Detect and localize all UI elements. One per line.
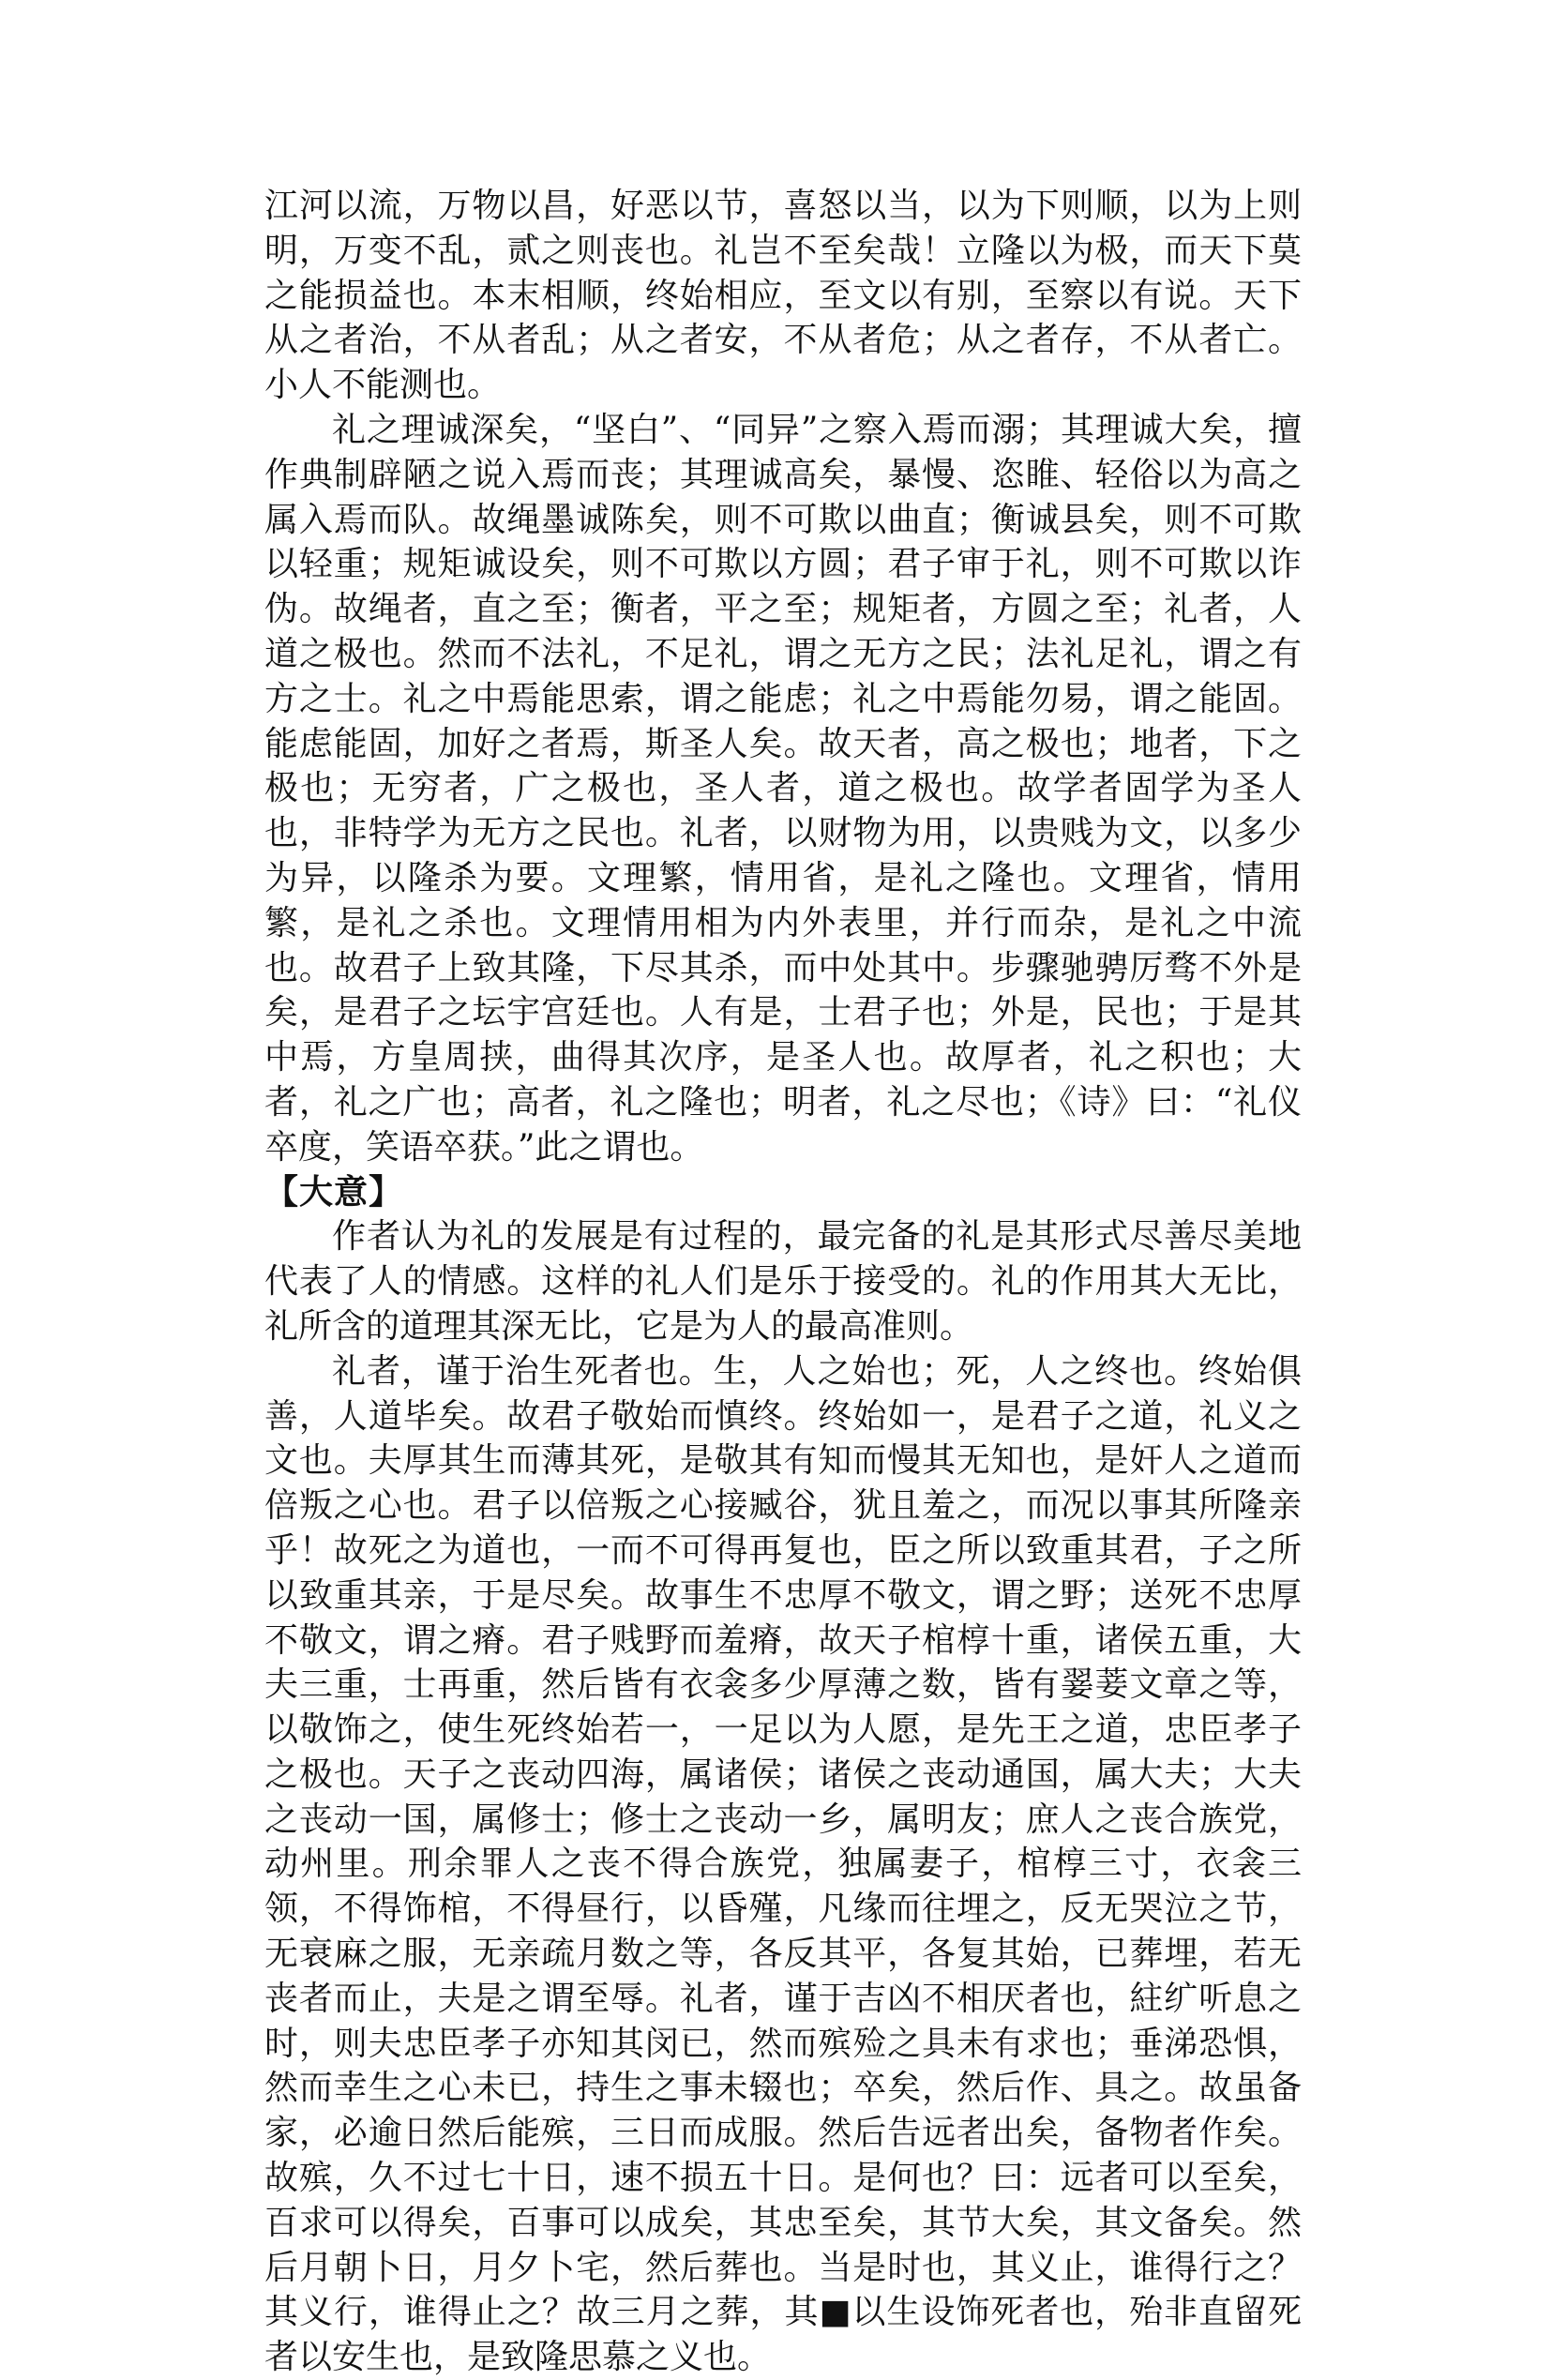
paragraph-2: 礼之理诚深矣，“坚白”、“同异”之察入焉而溺；其理诚大矣，擅作典制辟陋之说入焉而丧；其理诚高矣，暴慢、恣睢、轻俗以为高之属入焉而队。故绳墨诚陈矣，则不可欺以曲直；衡诚县矣，则不可欺以轻重；规矩诚设矣，则不可欺以方圆；君子审于礼，则不可欺以诈伪。故绳者，直之至；衡者，平之至；规矩者，方圆之至；礼者，人道之极也。然而不法礼，不足礼，谓之无方之民；法礼足礼，谓之有方之士。礼之中焉能思索，谓之能虑；礼之中焉能勿易，谓之能固。能虑能固，加好之者焉，斯圣人矣。故天者，高之极也；地者，下之极也；无穷者，广之极也，圣人者，道之极也。故学者固学为圣人也，非特学为无方之民也。礼者，以财物为用，以贵贱为文，以多少为异，以隆杀为要。文理繁，情用省，是礼之隆也。文理省，情用繁，是礼之杀也。文理情用相为内外表里，并行而杂，是礼之中流也。故君子上致其隆，下尽其杀，而中处其中。步骤驰骋厉骛不外是矣，是君子之坛宇宫廷也。人有是，士君子也；外是，民也；于是其中焉，方皇周挟，曲得其次序，是圣人也。故厚者，礼之积也；大者，礼之广也；高者，礼之隆也；明者，礼之尽也；《诗》曰：“礼仪卒度，笑语卒获。”此之谓也。 [264,410,1302,1167]
section-heading-summary: 【大意】 [264,1172,404,1212]
paragraph-1: 江河以流，万物以昌，好恶以节，喜怒以当，以为下则顺，以为上则明，万变不乱，贰之则丧也。礼岂不至矣哉！立隆以为极，而天下莫之能损益也。本末相顺，终始相应，至文以有别，至察以有说。天下从之者治，不从者乱；从之者安，不从者危；从之者存，不从者亡。小人不能测也。 [264,187,1302,405]
paragraph-4: 礼者，谨于治生死者也。生，人之始也；死，人之终也。终始俱善，人道毕矣。故君子敬始而慎终。终始如一，是君子之道，礼义之文也。夫厚其生而薄其死，是敬其有知而慢其无知也，是奸人之道而倍叛之心也。君子以倍叛之心接臧谷，犹且羞之，而况以事其所隆亲乎！故死之为道也，一而不可得再复也，臣之所以致重其君，子之所以致重其亲，于是尽矣。故事生不忠厚不敬文，谓之野；送死不忠厚不敬文，谓之瘠。君子贱野而羞瘠，故天子棺椁十重，诸侯五重，大夫三重，士再重，然后皆有衣衾多少厚薄之数，皆有翣菨文章之等，以敬饰之，使生死终始若一，一足以为人愿，是先王之道，忠臣孝子之极也。天子之丧动四海，属诸侯；诸侯之丧动通国，属大夫；大夫之丧动一国，属修士；修士之丧动一乡，属明友；庶人之丧合族党，动州里。刑余罪人之丧不得合族党，独属妻子，棺椁三寸，衣衾三领，不得饰棺，不得昼行，以昏殣，凡缘而往埋之，反无哭泣之节，无衰麻之服，无亲疏月数之等，各反其平，各复其始，已葬埋，若无丧者而止，夫是之谓至辱。礼者，谨于吉凶不相厌者也，紸纩听息之时，则夫忠臣孝子亦知其闵已，然而殡殓之具未有求也；垂涕恐惧，然而幸生之心未已，持生之事未辍也；卒矣，然后作、具之。故虽备家，必逾日然后能殡，三日而成服。然后告远者出矣，备物者作矣。故殡，久不过七十日，速不损五十日。是何也？曰：远者可以至矣，百求可以得矣，百事可以成矣，其忠至矣，其节大矣，其文备矣。然后月朝卜日，月夕卜宅，然后葬也。当是时也，其义止，谁得行之？其义行，谁得止之？故三月之葬，其■以生设饰死者也，殆非直留死者以安生也，是致隆思慕之义也。 [264,1351,1302,2377]
document-page [264,184,1302,2380]
paragraph-summary: 作者认为礼的发展是有过程的，最完备的礼是其形式尽善尽美地代表了人的情感。这样的礼人们是乐于接受的。礼的作用其大无比，礼所含的道理其深无比，它是为人的最高准则。 [264,1217,1302,1346]
